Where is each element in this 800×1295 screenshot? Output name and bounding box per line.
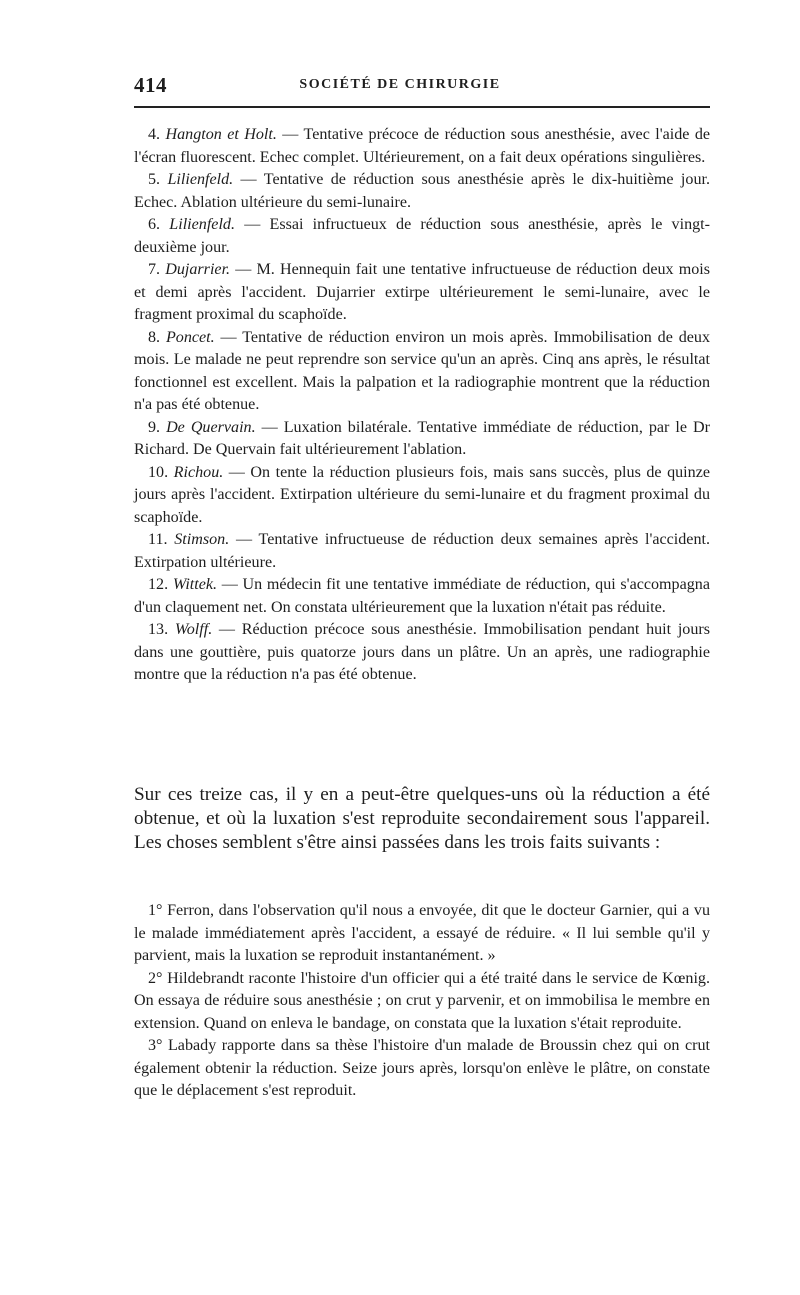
observation-author: Wittek. (172, 576, 218, 593)
observation-author: Lilienfeld. (167, 171, 234, 188)
observation-item: 9. De Quervain. — Luxation bilatérale. Tentative immédiate de réduction, par le Dr Richard. De Quervain fait ultérieurement l'ablation. (134, 418, 710, 458)
running-head: SOCIÉTÉ DE CHIRURGIE (299, 77, 501, 92)
observation-item: 6. Lilienfeld. — Essai infructueux de réduction sous anesthésie, après le vingt-deuxième jour. (134, 216, 711, 256)
page-number: 414 (134, 73, 167, 97)
observation-item: 10. Richou. — On tente la réduction plusieurs fois, mais sans succès, plus de quinze jours après l'accident. Extirpation ultérieure du semi-lunaire et du fragment proximal du scaphoïde. (134, 463, 710, 526)
observation-item: 11. Stimson. — Tentative infructueuse de réduction deux semaines après l'accident. Extirpation ultérieure. (134, 531, 710, 571)
observation-author: Hangton et Holt. (165, 126, 277, 143)
observation-item: 5. Lilienfeld. — Tentative de réduction sous anesthésie après le dix-huitième jour. Echec. Ablation ultérieure du semi-lunaire. (134, 171, 710, 211)
observation-author: Lilienfeld. (169, 216, 235, 233)
observation-author: Wolff. (174, 621, 213, 638)
cases-list (134, 900, 710, 1103)
observation-item: 7. Dujarrier. — M. Hennequin fait une tentative infructueuse de réduction deux mois et demi après l'accident. Dujarrier extirpe ultérieurement le semi-lunaire, avec le fragment proximal du scaphoïde. (134, 261, 711, 323)
observation-item: 4. Hangton et Holt. — Tentative précoce de réduction sous anesthésie, avec l'aide de l'écran fluorescent. Echec complet. Ultérieurement, on a fait deux opérations singulières. (134, 126, 711, 166)
observation-author: Richou. (173, 463, 224, 481)
observation-author: Poncet. (165, 328, 215, 346)
case-item: 1° Ferron, dans l'observation qu'il nous a envoyée, dit que le docteur Garnier, qui a vu le malade immédiatement après l'accident, a essayé de réduire. « Il lui semble qu'il y parvient, mais la luxation se reproduit instantanément. » (134, 902, 710, 964)
observation-author: Dujarrier. (165, 261, 231, 278)
main-paragraph: Sur ces treize cas, il y en a peut-être quelques-uns où la réduction a été obtenue, et où la luxation s'est reproduite secondairement sous l'appareil. Les choses semblent s'être ainsi passées dans les trois faits suivants : (134, 784, 710, 853)
header-rule (134, 106, 710, 108)
observation-author: Stimson. (174, 531, 230, 548)
observation-item: 13. Wolff. — Réduction précoce sous anesthésie. Immobilisation pendant huit jours dans une gouttière, puis quatorze jours dans un plâtre. Un an après, une radiographie montre que la réduction n'a pas été obtenue. (134, 621, 711, 683)
case-item: 3° Labady rapporte dans sa thèse l'histoire d'un malade de Broussin chez qui on crut également obtenir la réduction. Seize jours après, lorsqu'on enlève le plâtre, on constate que le déplacement s'est reproduit. (134, 1037, 710, 1099)
observation-item: 12. Wittek. — Un médecin fit une tentative immédiate de réduction, qui s'accompagna d'un claquement net. On constata ultérieurement que la luxation n'était pas réduite. (134, 576, 710, 616)
observation-item: 8. Poncet. — Tentative de réduction environ un mois après. Immobilisation de deux mois. Le malade ne peut reprendre son service qu'un an après. Cinq ans après, le résultat fonctionnel est excellent. Mais la palpation et la radiographie montrent que la réduction n'a pas été obtenue. (134, 328, 711, 413)
observations-list (134, 124, 710, 687)
observation-author: De Quervain. (166, 418, 256, 436)
case-item: 2° Hildebrandt raconte l'histoire d'un officier qui a été traité dans le service de Kœnig. On essaya de réduire sous anesthésie ; on crut y parvenir, et on immobilisa le membre en extension. Quand on enleva le bandage, on constata que la luxation s'était reproduite. (134, 969, 710, 1032)
